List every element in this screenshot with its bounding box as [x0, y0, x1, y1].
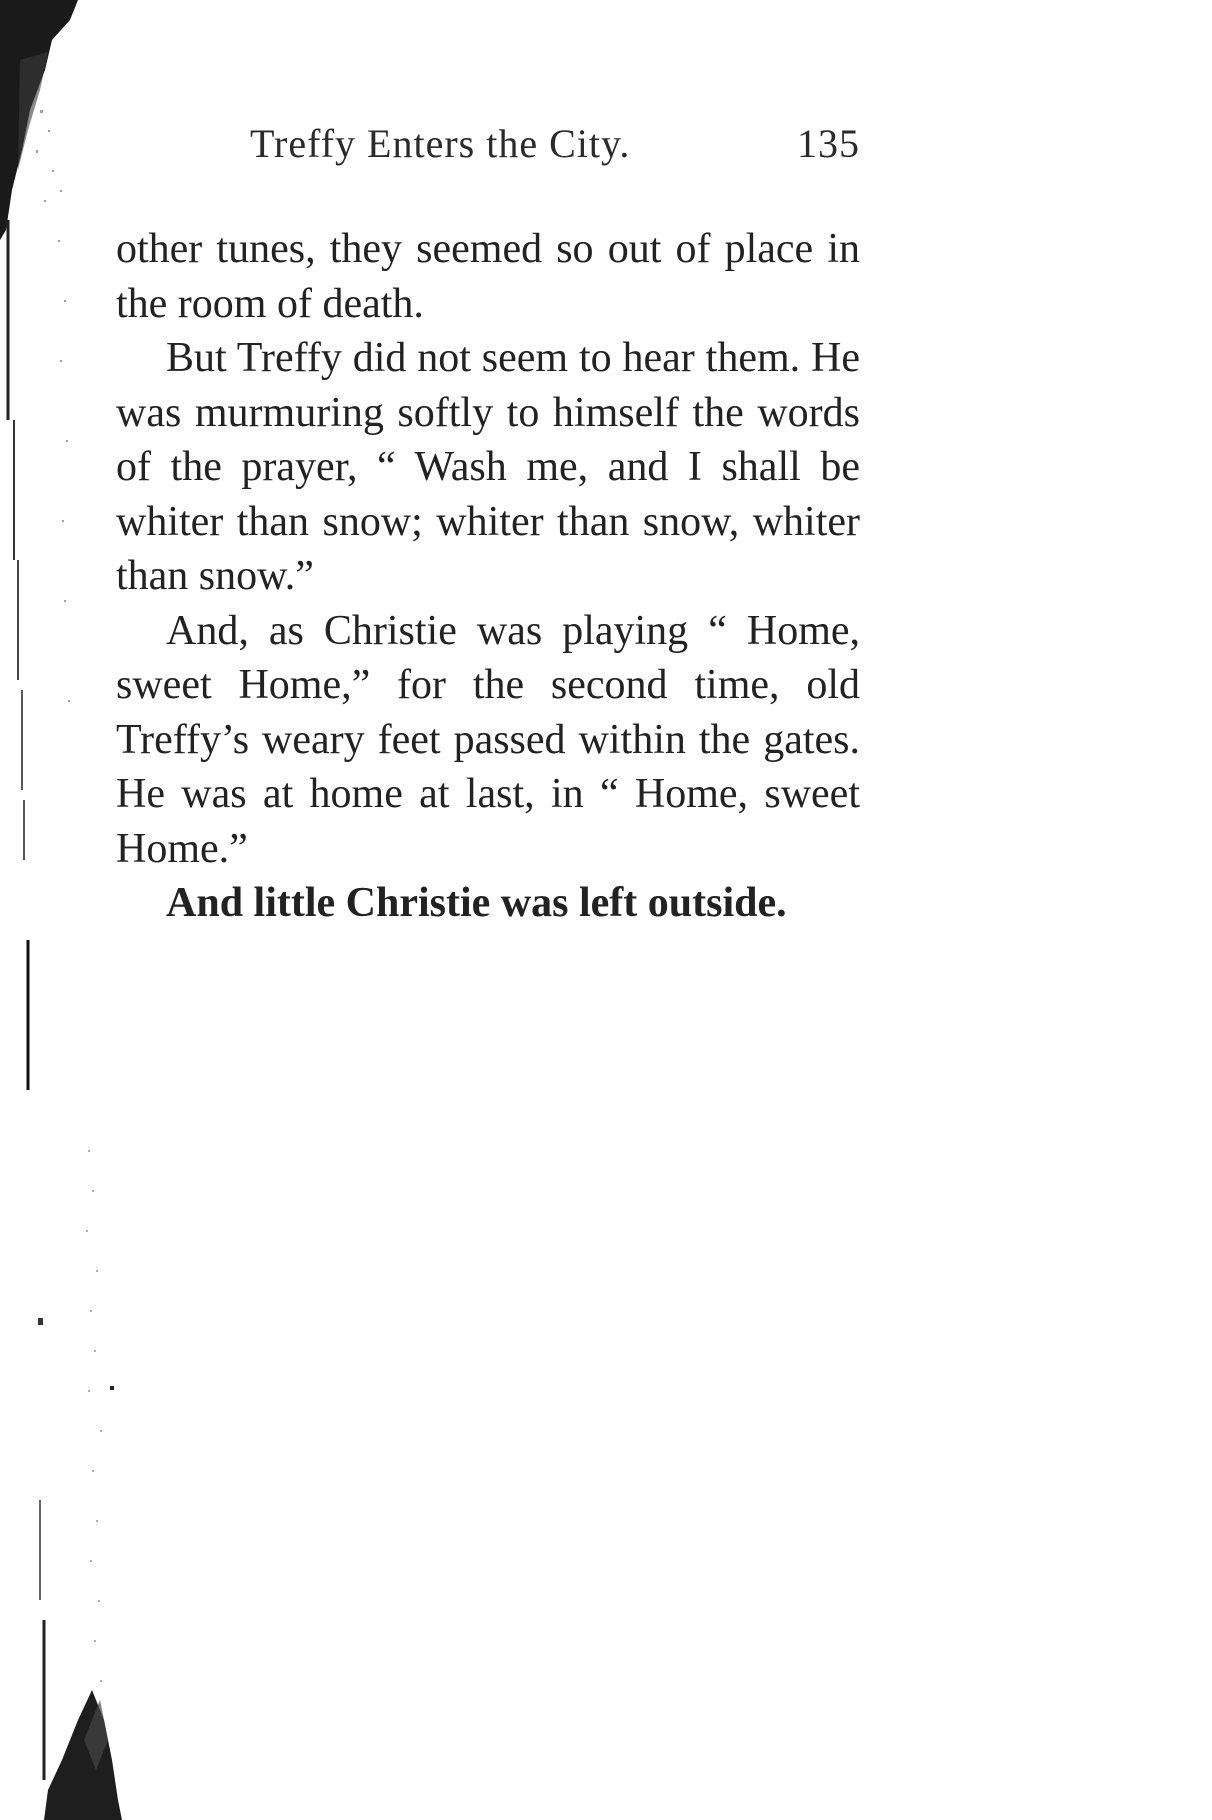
paragraph: other tunes, they seemed so out of place in the room of death. — [116, 226, 860, 327]
running-title: Treffy Enters the City. — [250, 121, 631, 166]
page-number: 135 — [797, 121, 860, 166]
paragraph: And, as Christie was playing “ Home, sweet Home,” for the second time, old Treffy’s weary feet passed within the gates. He was at home at last, in “ Home, sweet Home.” — [116, 607, 860, 872]
body-text — [116, 222, 860, 931]
paragraph: But Treffy did not seem to hear them. He was murmuring softly to himself the words of the prayer, “ Wash me, and I shall be whiter than snow; whiter than snow, whiter than snow.” — [116, 335, 860, 599]
running-header — [250, 120, 860, 180]
paragraph: And little Christie was left outside. — [166, 880, 787, 926]
scanned-binding-edge — [0, 0, 130, 1820]
